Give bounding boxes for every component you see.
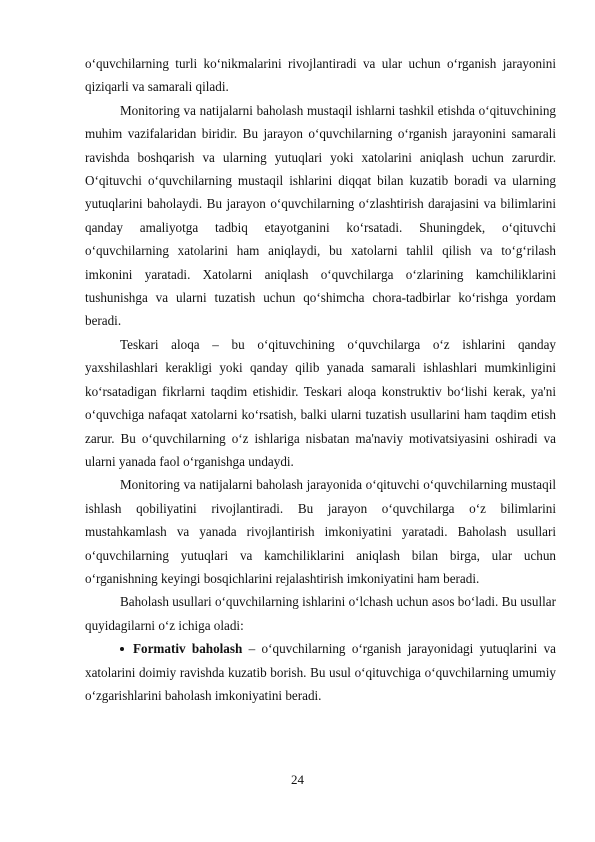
page-body bbox=[85, 52, 556, 707]
paragraph-feedback: Teskari aloqa – bu o‘qituvchining o‘quvchilarga o‘z ishlarini qanday yaxshilashlari kerakligi yoki qanday qilib yanada samarali ishlashlari mumkinligini ko‘rsatadigan fikrlarni taqdim etishidir. Teskari aloqa konstruktiv bo‘lishi kerak, ya'ni o‘quvchiga nafaqat xatolarni ko‘rsatish, balki ularni tuzatish usullarini ham taqdim etish zarur. Bu o‘quvchilarning o‘z ishlariga nisbatan ma'naviy motivatsiyasini oshiradi va ularni yanada faol o‘rganishga undaydi. bbox=[85, 336, 556, 469]
bullet-term: Formativ baholash bbox=[133, 641, 243, 657]
paragraph-continuation: o‘quvchilarning turli ko‘nikmalarini rivojlantiradi va ular uchun o‘rganish jarayonini qiziqarli va samarali qiladi. bbox=[85, 56, 556, 95]
bullet-list-item bbox=[85, 637, 556, 707]
paragraph-monitoring: Monitoring va natijalarni baholash mustaqil ishlarni tashkil etishda o‘qituvchining muhim vazifalaridan biridir. Bu jarayon o‘quvchilarning o‘rganish jarayonini samarali ravishda boshqarish va ularning yutuqlari yoki xatolarini aniqlash uchun zarurdir. O‘qituvchi o‘quvchilarning mustaqil ishlarini diqqat bilan kuzatib boradi va ularning yutuqlarini baholaydi. Bu jarayon o‘quvchilarning o‘zlashtirish darajasini va bilimlarini qanday amaliyotga tadbiq etayotganini ko‘rsatadi. Shuningdek, o‘qituvchi o‘quvchilarning xatolarini ham aniqlaydi, bu xatolarni tahlil qilish va to‘g‘rilash imkonini yaratadi. Xatolarni aniqlash o‘quvchilarga o‘zlarining kamchiliklarini tushunishga va ularni tuzatish uchun qo‘shimcha chora-tadbirlar ko‘rishga yordam beradi. bbox=[85, 102, 556, 329]
bullet-dot-icon bbox=[120, 647, 124, 651]
bullet-text: – o‘quvchilarning o‘rganish jarayonidagi yutuqlarini va xatolarini doimiy ravishda kuzatib borish. Bu usul o‘qituvchiga o‘quvchilarning umumiy o‘zgarishlarini baholash imkoniyatini beradi. bbox=[85, 641, 556, 703]
page-number: 24 bbox=[291, 772, 304, 787]
paragraph-assessment: Monitoring va natijalarni baholash jarayonida o‘qituvchi o‘quvchilarning mustaqil ishlash qobiliyatini rivojlantiradi. Bu jarayon o‘quvchilarga o‘z bilimlarini mustahkamlash va yanada rivojlantirish imkoniyatini yaratadi. Baholash usullari o‘quvchilarning yutuqlari va kamchiliklarini aniqlash bilan birga, ular uchun o‘rganishning keyingi bosqichlarini rejalashtirish imkoniyatini ham beradi. bbox=[85, 477, 556, 586]
paragraph-methods-intro: Baholash usullari o‘quvchilarning ishlarini o‘lchash uchun asos bo‘ladi. Bu usullar quyidagilarni o‘z ichiga oladi: bbox=[85, 594, 556, 633]
